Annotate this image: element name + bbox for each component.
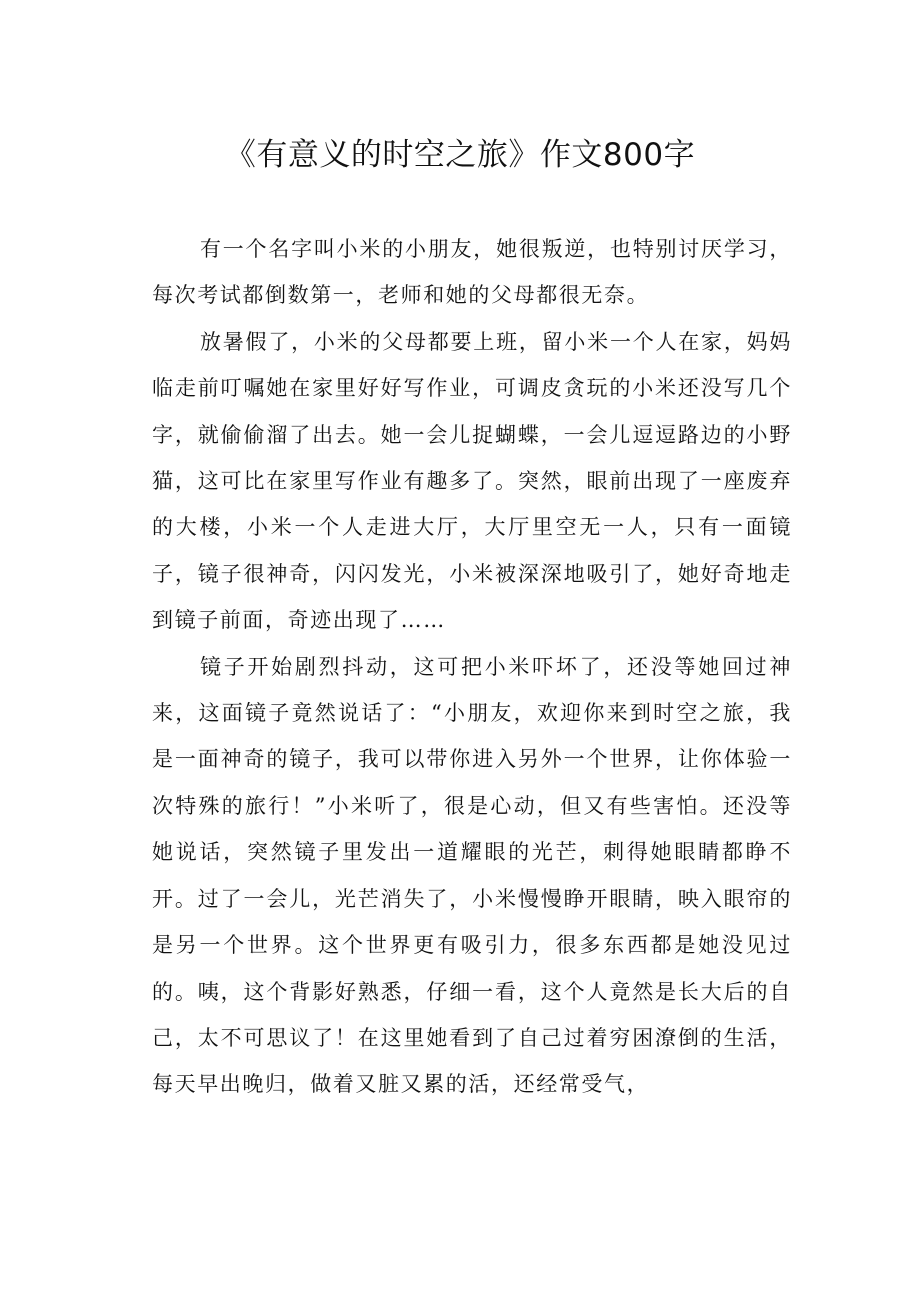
document-body (152, 226, 792, 1108)
paragraph: 放暑假了，小米的父母都要上班，留小米一个人在家，妈妈临走前叮嘱她在家里好好写作业，可调皮贪玩的小米还没写几个字，就偷偷溜了出去。她一会儿捉蝴蝶，一会儿逗逗路边的小野猫，这可比在家里写作业有趣多了。突然，眼前出现了一座废弃的大楼，小米一个人走进大厅，大厅里空无一人，只有一面镜子，镜子很神奇，闪闪发光，小米被深深地吸引了，她好奇地走到镜子前面，奇迹出现了…… (152, 329, 792, 633)
paragraph: 镜子开始剧烈抖动，这可把小米吓坏了，还没等她回过神来，这面镜子竟然说话了：“小朋友，欢迎你来到时空之旅，我是一面神奇的镜子，我可以带你进入另外一个世界，让你体验一次特殊的旅行！”小米听了，很是心动，但又有些害怕。还没等她说话，突然镜子里发出一道耀眼的光芒，刺得她眼睛都睁不开。过了一会儿，光芒消失了，小米慢慢睁开眼睛，映入眼帘的是另一个世界。这个世界更有吸引力，很多东西都是她没见过的。咦，这个背影好熟悉，仔细一看，这个人竟然是长大后的自己，太不可思议了！在这里她看到了自己过着穷困潦倒的生活，每天早出晚归，做着又脏又累的活，还经常受气， (152, 654, 792, 1097)
document-title: 《有意义的时空之旅》作文800字 (224, 137, 696, 173)
paragraph: 有一个名字叫小米的小朋友，她很叛逆，也特别讨厌学习，每次考试都倒数第一，老师和她的父母都很无奈。 (152, 237, 792, 308)
